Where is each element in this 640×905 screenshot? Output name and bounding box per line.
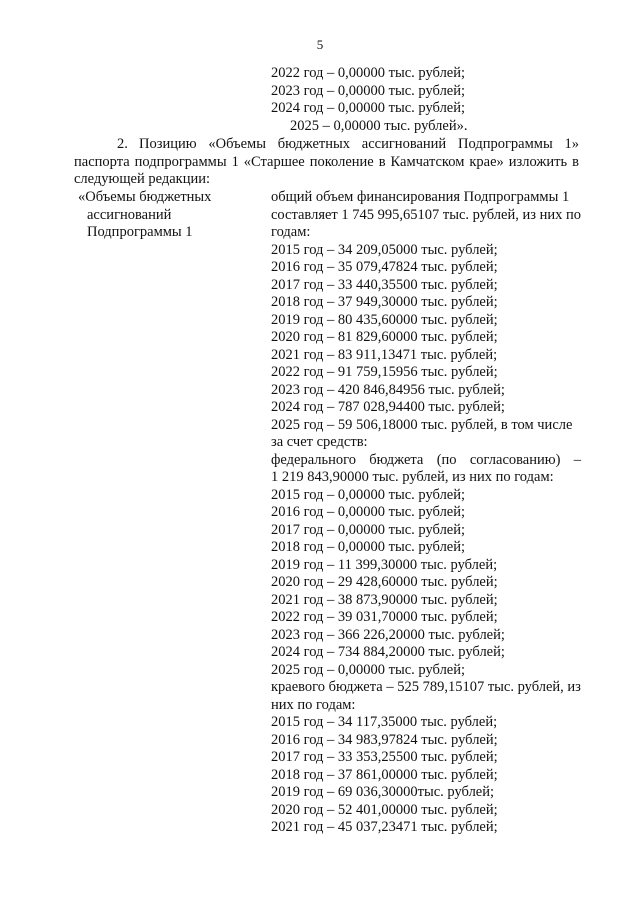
year-line: 2017 год – 33 440,35500 тыс. рублей;	[271, 276, 498, 293]
word: паспорта	[74, 153, 130, 170]
year-line: 2021 год – 83 911,13471 тыс. рублей;	[271, 346, 498, 363]
paragraph-line: следующей редакции:	[74, 171, 211, 187]
word: ассигнований	[361, 136, 447, 152]
position-name-cell	[78, 189, 258, 242]
page-number: 5	[316, 37, 324, 52]
year-line: 2025 год – 59 506,18000 тыс. рублей, в том числе	[271, 416, 573, 433]
word: крае»	[469, 153, 504, 170]
total-by-year-list	[271, 242, 581, 435]
year-line: 2022 год – 91 759,15956 тыс. рублей;	[271, 364, 498, 380]
position-content-cell	[271, 189, 581, 837]
word: изложить	[508, 153, 568, 170]
word: федерального	[271, 451, 356, 468]
regional-budget-line: них по годам:	[271, 696, 356, 713]
year-line: 2019 год – 11 399,30000 тыс. рублей;	[271, 556, 498, 573]
paragraph-line	[74, 136, 579, 154]
intro-line: годам:	[271, 224, 311, 240]
position-name-line: «Объемы бюджетных	[78, 189, 212, 205]
word: 1»	[564, 136, 579, 152]
year-line: 2023 год – 366 226,20000 тыс. рублей;	[271, 626, 505, 643]
intro-line: общий объем финансирования Подпрограммы 1	[271, 189, 570, 205]
paragraph-line	[74, 154, 579, 172]
year-line: 2017 год – 0,00000 тыс. рублей;	[271, 521, 466, 538]
year-line: 2015 год – 0,00000 тыс. рублей;	[271, 486, 466, 503]
word: бюджета	[369, 451, 424, 468]
year-line: 2025 год – 0,00000 тыс. рублей;	[271, 661, 466, 678]
previous-section-tail	[271, 65, 591, 135]
year-line: 2024 год – 0,00000 тыс. рублей;	[271, 100, 466, 117]
word: поколение	[309, 153, 374, 170]
word: «Старшее	[243, 153, 305, 170]
year-line: 2020 год – 81 829,60000 тыс. рублей;	[271, 329, 498, 345]
regional-budget-line: краевого бюджета – 525 789,15107 тыс. рублей, из	[271, 679, 581, 695]
year-line: 2016 год – 0,00000 тыс. рублей;	[271, 504, 466, 520]
year-line: 2018 год – 37 861,00000 тыс. рублей;	[271, 766, 498, 783]
year-line: 2019 год – 69 036,30000тыс. рублей;	[271, 784, 495, 800]
year-line: 2015 год – 34 117,35000 тыс. рублей;	[271, 714, 498, 730]
word: в	[378, 153, 386, 170]
year-line: 2025 – 0,00000 тыс. рублей».	[290, 117, 468, 134]
year-line: 2023 год – 420 846,84956 тыс. рублей;	[271, 381, 505, 398]
intro-line: составляет 1 745 995,65107 тыс. рублей, из них по	[271, 206, 581, 223]
position-name-line: Подпрограммы 1	[87, 224, 193, 240]
word: согласованию)	[469, 451, 561, 468]
year-line: 2024 год – 734 884,20000 тыс. рублей;	[271, 644, 505, 660]
federal-total-line: 1 219 843,90000 тыс. рублей, из них по годам:	[271, 469, 554, 485]
year-line: 2021 год – 45 037,23471 тыс. рублей;	[271, 819, 498, 835]
year-line: 2015 год – 34 209,05000 тыс. рублей;	[271, 241, 498, 258]
word: (по	[436, 451, 457, 468]
year-line: 2020 год – 29 428,60000 тыс. рублей;	[271, 574, 498, 590]
paragraph-number: 2.	[117, 136, 128, 152]
year-line: 2024 год – 787 028,94400 тыс. рублей;	[271, 399, 505, 415]
amendment-paragraph	[74, 136, 579, 189]
year-line: 2023 год – 0,00000 тыс. рублей;	[271, 82, 466, 99]
year-line: 2019 год – 80 435,60000 тыс. рублей;	[271, 311, 498, 328]
word: Камчатском	[390, 153, 465, 170]
federal-by-year-list	[271, 487, 581, 680]
word: Позицию	[139, 136, 197, 152]
word: в	[572, 153, 579, 170]
position-name-line: ассигнований	[87, 206, 172, 223]
year-line: 2021 год – 38 873,90000 тыс. рублей;	[271, 591, 498, 608]
word: Подпрограммы	[458, 136, 553, 152]
federal-budget-line	[271, 452, 581, 470]
regional-by-year-list	[271, 714, 581, 837]
paragraph-number-and-word	[74, 136, 197, 154]
word: «Объемы	[208, 136, 266, 152]
year-line: 2018 год – 37 949,30000 тыс. рублей;	[271, 294, 498, 310]
year-line: 2017 год – 33 353,25500 тыс. рублей;	[271, 749, 498, 765]
year-line: 2018 год – 0,00000 тыс. рублей;	[271, 539, 466, 555]
word: –	[573, 451, 581, 468]
year-line: 2022 год – 39 031,70000 тыс. рублей;	[271, 609, 498, 625]
year-line: 2016 год – 34 983,97824 тыс. рублей;	[271, 731, 498, 748]
year-line: 2022 год – 0,00000 тыс. рублей;	[271, 65, 466, 81]
year-line: 2020 год – 52 401,00000 тыс. рублей;	[271, 801, 498, 818]
word: бюджетных	[277, 136, 350, 152]
year-line: 2016 год – 35 079,47824 тыс. рублей;	[271, 259, 498, 275]
word: подпрограммы	[134, 153, 227, 170]
sources-line: за счет средств:	[271, 434, 368, 450]
word: 1	[231, 153, 239, 170]
